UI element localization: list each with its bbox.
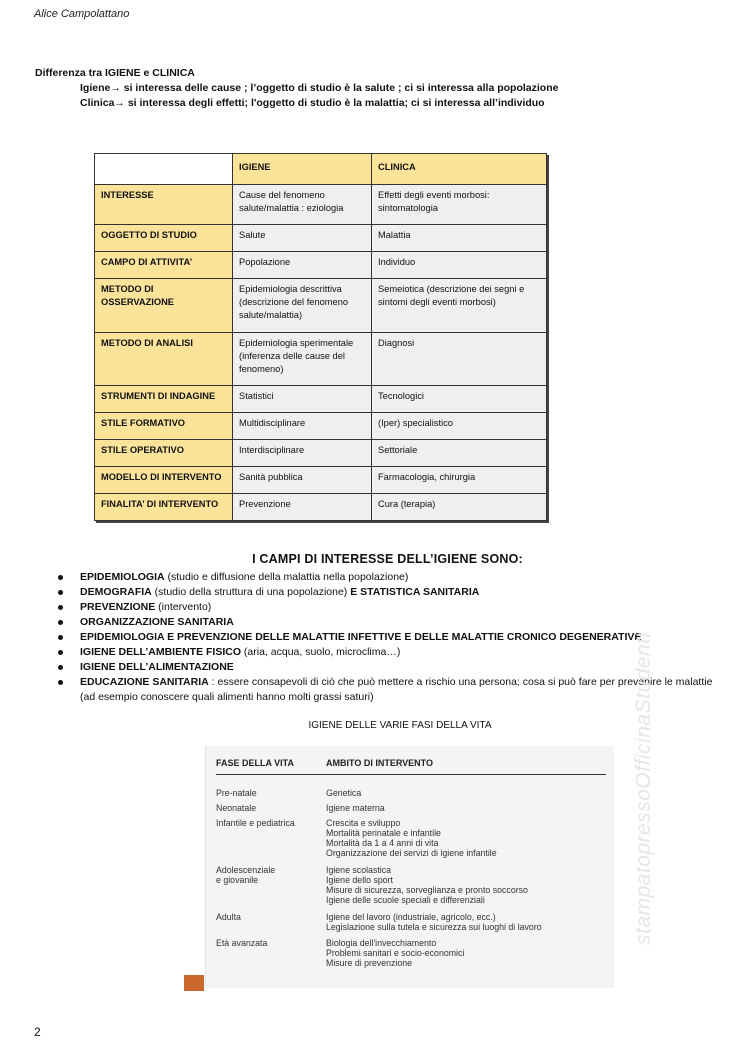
bullet-text: (studio della struttura di una popolazione) [151,586,351,598]
row-key: INTERESSE [95,185,233,225]
bullet-dot-icon [58,575,63,580]
bullet-bold-text: IGIENE DELL’ALIMENTAZIONE [80,661,234,673]
figure-caption: IGIENE DELLE VARIE FASI DELLA VITA [308,720,492,731]
intro-clinica-line: Clinica→ si interessa degli effetti; l'oggetto di studio è la malattia; ci si interessa all’individuo [80,97,545,109]
row-key: STILE FORMATIVO [95,413,233,440]
row-igiene: Sanità pubblica [233,467,372,494]
figure-scope: Biologia dell'invecchiamento Problemi sanitari e socio-economici Misure di prevenzione [326,938,465,968]
header-clinica: CLINICA [372,154,547,185]
bullet-dot-icon [58,620,63,625]
intro-block [35,66,558,111]
row-igiene: Prevenzione [233,494,372,521]
list-item [58,645,718,660]
figure-phase: Adolescenziale e giovanile [216,865,276,885]
bullet-bold-text: ORGANIZZAZIONE SANITARIA [80,616,234,628]
bullet-bold-text: DEMOGRAFIA [80,586,152,598]
intro-title: Differenza tra IGIENE e CLINICA [35,67,195,79]
table-row [95,185,547,225]
figure-phase: Età avanzata [216,938,268,948]
table-row [95,333,547,386]
table-row [95,467,547,494]
watermark-text: stampatopressoOfficinaStudenti [632,632,655,945]
row-key: OGGETTO DI STUDIO [95,225,233,252]
bullet-dot-icon [58,590,63,595]
figure-col-scope: AMBITO DI INTERVENTO [326,758,434,768]
row-key: STRUMENTI DI INDAGINE [95,386,233,413]
figure-scope: Genetica [326,788,362,798]
bullet-text: (studio e diffusione della malattia nella popolazione) [164,571,409,583]
figure-col-phase: FASE DELLA VITA [216,758,295,768]
table-row [95,413,547,440]
bullet-dot-icon [58,635,63,640]
list-item [58,600,718,615]
row-igiene: Epidemiologia descrittiva (descrizione del fenomeno salute/malattia) [233,279,372,333]
bullet-bold-text: EPIDEMIOLOGIA E PREVENZIONE DELLE MALATTIE INFETTIVE E DELLE MALATTIE CRONICO DEGENERATIVE [80,631,642,643]
table-row [95,440,547,467]
row-igiene: Multidisciplinare [233,413,372,440]
bullet-dot-icon [58,665,63,670]
table-row [95,494,547,521]
row-key: FINALITA’ DI INTERVENTO [95,494,233,521]
row-igiene: Statistici [233,386,372,413]
figure-header-rule [216,774,606,775]
comparison-table [94,153,547,521]
section-title: I CAMPI DI INTERESSE DELL’IGIENE SONO: [252,552,523,566]
bullet-text: : essere consapevoli di ciò che può mettere a rischio una persona; cosa si può fare per prevenire le malattie (ad esempio conoscere quali alimenti hanno molti grassi saturi) [80,676,713,703]
list-item [58,570,718,585]
bullet-bold-text: PREVENZIONE [80,601,156,613]
row-igiene: Popolazione [233,252,372,279]
interest-fields-list [58,570,718,705]
list-item [58,660,718,675]
row-clinica: Settoriale [372,440,547,467]
row-igiene: Cause del fenomeno salute/malattia : eziologia [233,185,372,225]
bullet-dot-icon [58,605,63,610]
bullet-bold-text: EPIDEMIOLOGIA [80,571,165,583]
row-clinica: Diagnosi [372,333,547,386]
header-igiene: IGIENE [233,154,372,185]
figure-scope: Igiene materna [326,803,385,813]
row-clinica: Tecnologici [372,386,547,413]
figure-scope: Igiene scolastica Igiene dello sport Misure di sicurezza, sorveglianza e pronto soccorso Igiene delle scuole speciali e differenziali [326,865,528,905]
list-item [58,630,718,645]
row-clinica: Semeiotica (descrizione dei segni e sintomi degli eventi morbosi) [372,279,547,333]
intro-igiene-line: Igiene→ si interessa delle cause ; l’oggetto di studio è la salute ; ci si interessa alla popolazione [80,82,559,94]
figure-phase: Infantile e pediatrica [216,818,295,828]
table-header-row [95,154,547,185]
bullet-bold-text: EDUCAZIONE SANITARIA [80,676,209,688]
table-row [95,386,547,413]
figure-phase: Neonatale [216,803,257,813]
bullet-text: (aria, acqua, suolo, microclima…) [241,646,401,658]
row-clinica: Malattia [372,225,547,252]
life-phases-figure [205,746,614,988]
row-key: CAMPO DI ATTIVITA’ [95,252,233,279]
list-item [58,675,718,705]
table-row [95,279,547,333]
row-clinica: Cura (terapia) [372,494,547,521]
figure-phase: Adulta [216,912,241,922]
figure-phase: Pre-natale [216,788,257,798]
row-igiene: Epidemiologia sperimentale (inferenza delle cause del fenomeno) [233,333,372,386]
bullet-dot-icon [58,650,63,655]
row-igiene: Interdisciplinare [233,440,372,467]
header-blank-cell [95,154,233,185]
page-number: 2 [34,1025,41,1039]
figure-scope: Igiene del lavoro (industriale, agricolo, ecc.) Legislazione sulla tutela e sicurezza sui luoghi di lavoro [326,912,542,932]
row-key: STILE OPERATIVO [95,440,233,467]
row-clinica: (Iper) specialistico [372,413,547,440]
row-key: MODELLO DI INTERVENTO [95,467,233,494]
list-item [58,585,718,600]
row-clinica: Individuo [372,252,547,279]
row-clinica: Farmacologia, chirurgia [372,467,547,494]
figure-scope: Crescita e sviluppo Mortalità perinatale e infantile Mortalità da 1 a 4 anni di vita Organizzazione dei servizi di igiene infantile [326,818,497,858]
list-item [58,615,718,630]
author-name: Alice Campolattano [34,8,130,20]
orange-marker [184,975,204,991]
row-key: METODO DI ANALISI [95,333,233,386]
bullet-text: (intervento) [155,601,212,613]
table-row [95,225,547,252]
row-clinica: Effetti degli eventi morbosi: sintomatologia [372,185,547,225]
bullet-bold-text: IGIENE DELL’AMBIENTE FISICO [80,646,242,658]
table-row [95,252,547,279]
row-key: METODO DI OSSERVAZIONE [95,279,233,333]
bullet-dot-icon [58,680,63,685]
row-igiene: Salute [233,225,372,252]
bullet-bold-suffix: E STATISTICA SANITARIA [350,586,480,598]
